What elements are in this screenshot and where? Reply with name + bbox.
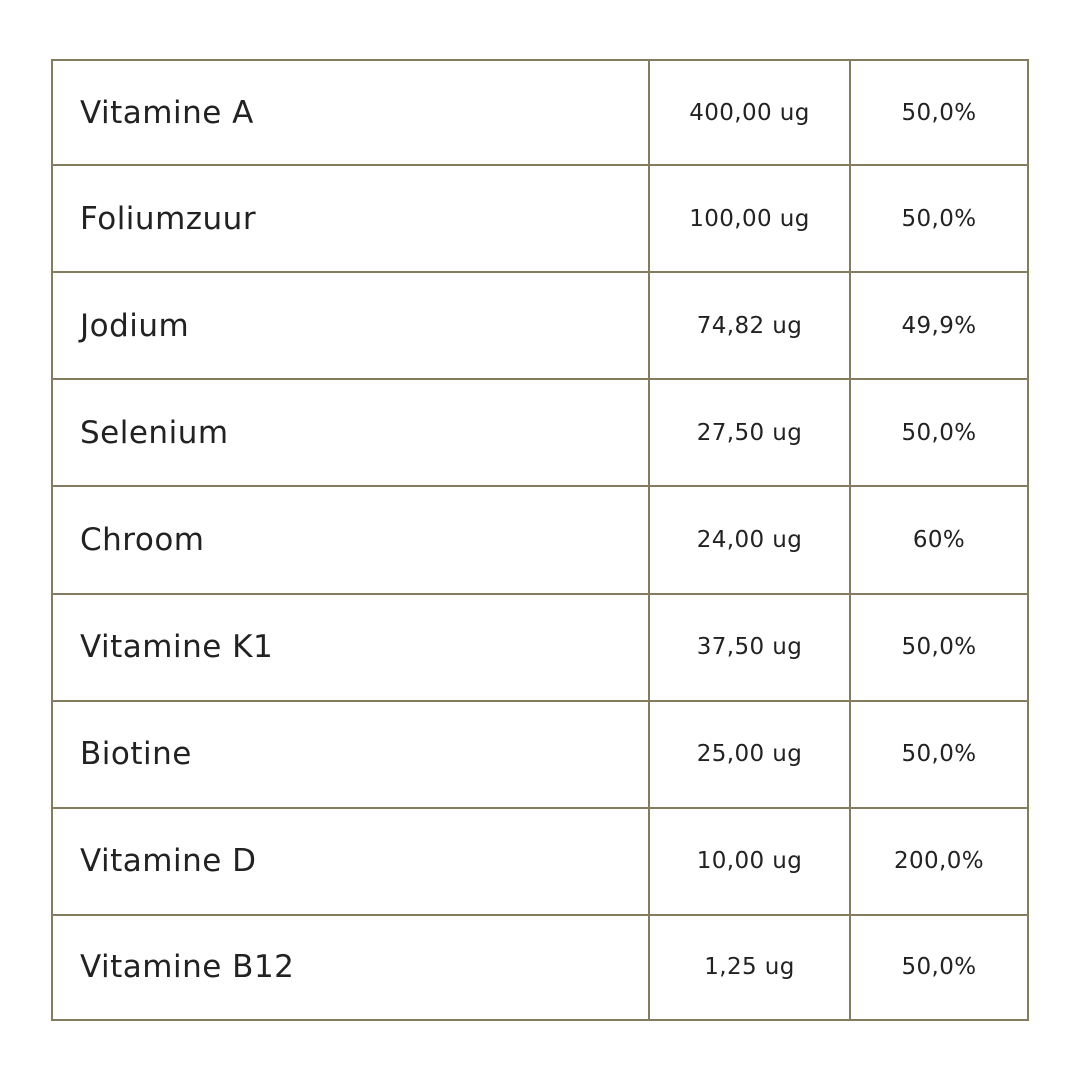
table-row	[53, 701, 1027, 808]
nutrient-name: Jodium	[53, 272, 649, 379]
nutrient-name: Vitamine A	[53, 61, 649, 165]
nutrient-percent: 50,0%	[850, 61, 1027, 165]
nutrient-percent: 49,9%	[850, 272, 1027, 379]
nutrient-name: Vitamine D	[53, 808, 649, 915]
nutrient-table-frame	[51, 59, 1029, 1021]
nutrient-percent: 200,0%	[850, 808, 1027, 915]
table-row	[53, 594, 1027, 701]
nutrient-name: Vitamine B12	[53, 915, 649, 1019]
nutrient-percent: 50,0%	[850, 594, 1027, 701]
nutrient-name: Foliumzuur	[53, 165, 649, 272]
nutrient-amount: 1,25 ug	[649, 915, 850, 1019]
table-row	[53, 61, 1027, 165]
nutrient-amount: 400,00 ug	[649, 61, 850, 165]
nutrient-percent: 50,0%	[850, 701, 1027, 808]
table-row	[53, 486, 1027, 593]
nutrient-amount: 10,00 ug	[649, 808, 850, 915]
table-row	[53, 808, 1027, 915]
nutrient-percent: 60%	[850, 486, 1027, 593]
nutrient-percent: 50,0%	[850, 379, 1027, 486]
nutrient-amount: 27,50 ug	[649, 379, 850, 486]
nutrient-percent: 50,0%	[850, 165, 1027, 272]
nutrient-name: Chroom	[53, 486, 649, 593]
nutrient-name: Biotine	[53, 701, 649, 808]
nutrient-name: Selenium	[53, 379, 649, 486]
table-row	[53, 915, 1027, 1019]
nutrient-amount: 74,82 ug	[649, 272, 850, 379]
nutrient-amount: 25,00 ug	[649, 701, 850, 808]
nutrient-amount: 37,50 ug	[649, 594, 850, 701]
nutrient-name: Vitamine K1	[53, 594, 649, 701]
nutrient-table	[53, 61, 1027, 1019]
table-row	[53, 165, 1027, 272]
table-row	[53, 379, 1027, 486]
nutrient-percent: 50,0%	[850, 915, 1027, 1019]
nutrient-amount: 100,00 ug	[649, 165, 850, 272]
nutrient-amount: 24,00 ug	[649, 486, 850, 593]
table-row	[53, 272, 1027, 379]
